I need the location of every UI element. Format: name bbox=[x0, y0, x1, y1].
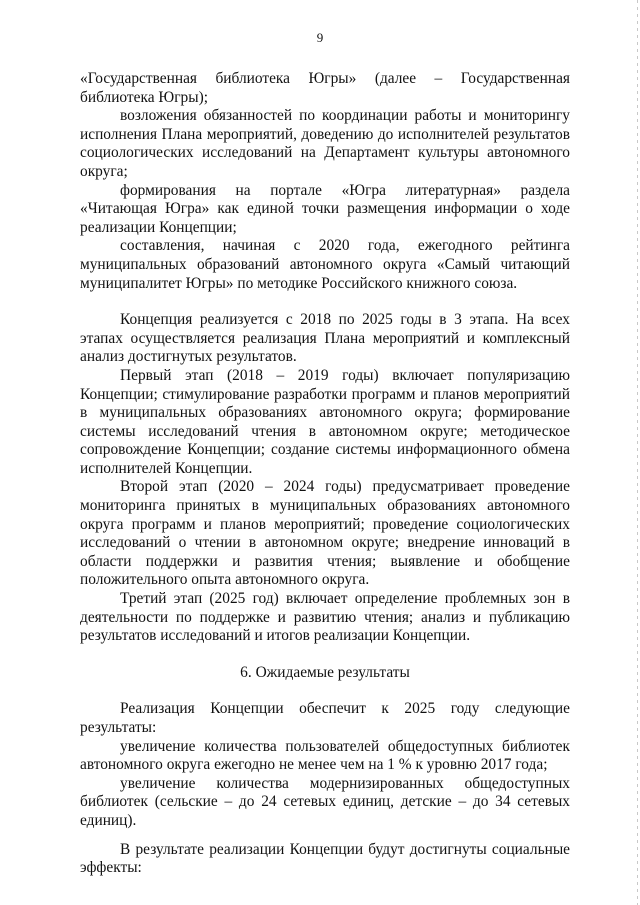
paragraph-library-name: «Государственная библиотека Югры» (далее – Государственная библиотека Югры); bbox=[80, 70, 570, 106]
paragraph-social-effects: В результате реализации Концепции будут достигнуты социальные эффекты: bbox=[80, 840, 570, 877]
paragraph-stages-intro: Концепция реализуется с 2018 по 2025 годы в 3 этапа. На всех этапах осуществляется реализация Плана мероприятий и комплексный анализ достигнутых результатов. bbox=[80, 311, 570, 366]
page-number: 9 bbox=[316, 30, 324, 45]
paragraph-result-libraries: увеличение количества модернизированных общедоступных библиотек (сельские – до 24 сетевых единиц, детские – до 34 сетевых единиц). bbox=[80, 774, 570, 829]
section-heading: 6. Ожидаемые результаты bbox=[240, 663, 410, 681]
paragraph-rating: составления, начиная с 2020 года, ежегодного рейтинга муниципальных образований автономного округа «Самый читающий муниципалитет Югры» по методике Российского книжного союза. bbox=[80, 237, 570, 292]
paragraph-result-users: увеличение количества пользователей общедоступных библиотек автономного округа ежегодно не менее чем на 1 % к уровню 2017 года; bbox=[80, 737, 570, 774]
scan-edge-line bbox=[637, 0, 638, 905]
paragraph-coordination: возложения обязанностей по координации работы и мониторингу исполнения Плана мероприятий, доведению до исполнителей результатов социологических исследований на Департамент культуры автономного округа; bbox=[80, 107, 570, 180]
paragraph-stage-three: Третий этап (2025 год) включает определение проблемных зон в деятельности по поддержке и развитию чтения; анализ и публикацию результатов исследований и итогов реализации Концепции. bbox=[80, 590, 570, 645]
document-body bbox=[80, 70, 570, 878]
paragraph-results-intro: Реализация Концепции обеспечит к 2025 году следующие результаты: bbox=[80, 700, 570, 736]
paragraph-stage-one: Первый этап (2018 – 2019 годы) включает популяризацию Концепции; стимулирование разработки программ и планов мероприятий в муниципальных образованиях автономного округа; формирование системы исследований чтения в автономном округе; методическое сопровождение Концепции; создание системы информационного обмена исполнителей Концепции. bbox=[80, 366, 570, 477]
paragraph-portal-section: формирования на портале «Югра литературная» раздела «Читающая Югра» как единой точки размещения информации о ходе реализации Концепции; bbox=[80, 181, 570, 236]
paragraph-stage-two: Второй этап (2020 – 2024 годы) предусматривает проведение мониторинга принятых в муниципальных образованиях автономного округа программ и планов мероприятий; проведение социологических исследований о чтении в автономном округе; внедрение инноваций в области поддержки и развития чтения; выявление и обобщение положительного опыта автономного округа. bbox=[80, 478, 570, 589]
